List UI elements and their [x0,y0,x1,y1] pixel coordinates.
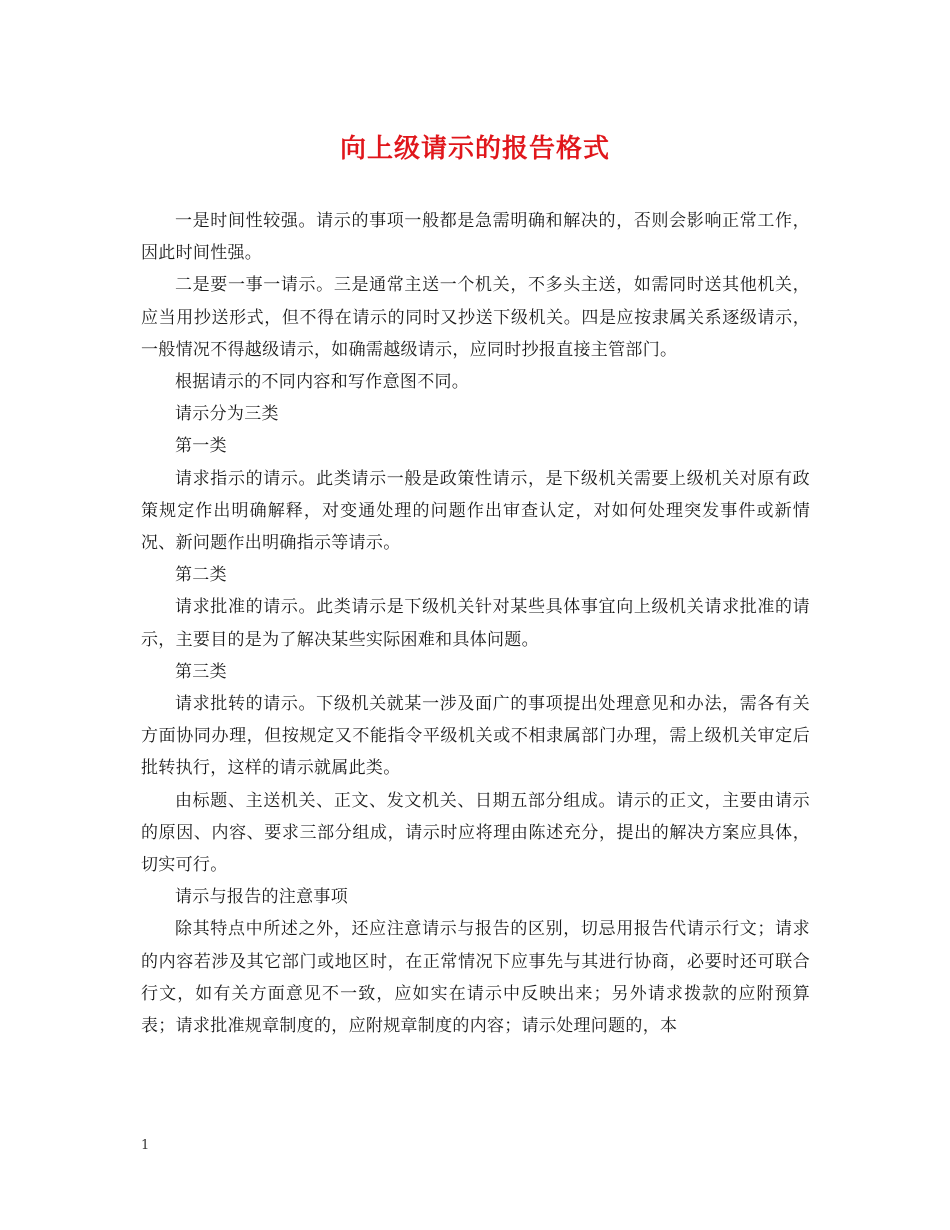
document-body [141,205,810,1042]
section-heading: 第二类 [175,565,227,586]
section-heading: 请示与报告的注意事项 [175,887,348,908]
section-heading: 第一类 [175,436,227,457]
page-number: 1 [141,1138,150,1153]
document-title: 向上级请示的报告格式 [339,134,610,164]
paragraph: 请求批转的请示。下级机关就某一涉及面广的事项提出处理意见和办法，需各有关方面协同办理，但按规定又不能指令平级机关或不相隶属部门办理，需上级机关审定后批转执行，这样的请示就属此类。 [141,694,810,779]
paragraph: 根据请示的不同内容和写作意图不同。 [175,372,470,393]
paragraph: 由标题、主送机关、正文、发文机关、日期五部分组成。请示的正文，主要由请示的原因、内容、要求三部分组成，请示时应将理由陈述充分，提出的解决方案应具体，切实可行。 [141,790,810,876]
section-heading: 第三类 [175,661,227,682]
paragraph: 请求批准的请示。此类请示是下级机关针对某些具体事宜向上级机关请求批准的请示，主要目的是为了解决某些实际困难和具体问题。 [141,597,810,650]
paragraph: 二是要一事一请示。三是通常主送一个机关，不多头主送，如需同时送其他机关，应当用抄送形式，但不得在请示的同时又抄送下级机关。四是应按隶属关系逐级请示，一般情况不得越级请示，如确需越级请示，应同时抄报直接主管部门。 [141,275,810,360]
paragraph: 除其特点中所述之外，还应注意请示与报告的区别，切忌用报告代请示行文；请求的内容若涉及其它部门或地区时，在正常情况下应事先与其进行协商，必要时还可联合行文，如有关方面意见不一致，应如实在请示中反映出来；另外请求拨款的应附预算表；请求批准规章制度的，应附规章制度的内容；请示处理问题的，本 [141,919,810,1037]
section-heading: 请示分为三类 [175,404,279,425]
paragraph: 一是时间性较强。请示的事项一般都是急需明确和解决的，否则会影响正常工作，因此时间性强。 [141,211,810,264]
paragraph: 请求指示的请示。此类请示一般是政策性请示，是下级机关需要上级机关对原有政策规定作出明确解释，对变通处理的问题作出审查认定，对如何处理突发事件或新情况、新问题作出明确指示等请示。 [141,468,810,554]
